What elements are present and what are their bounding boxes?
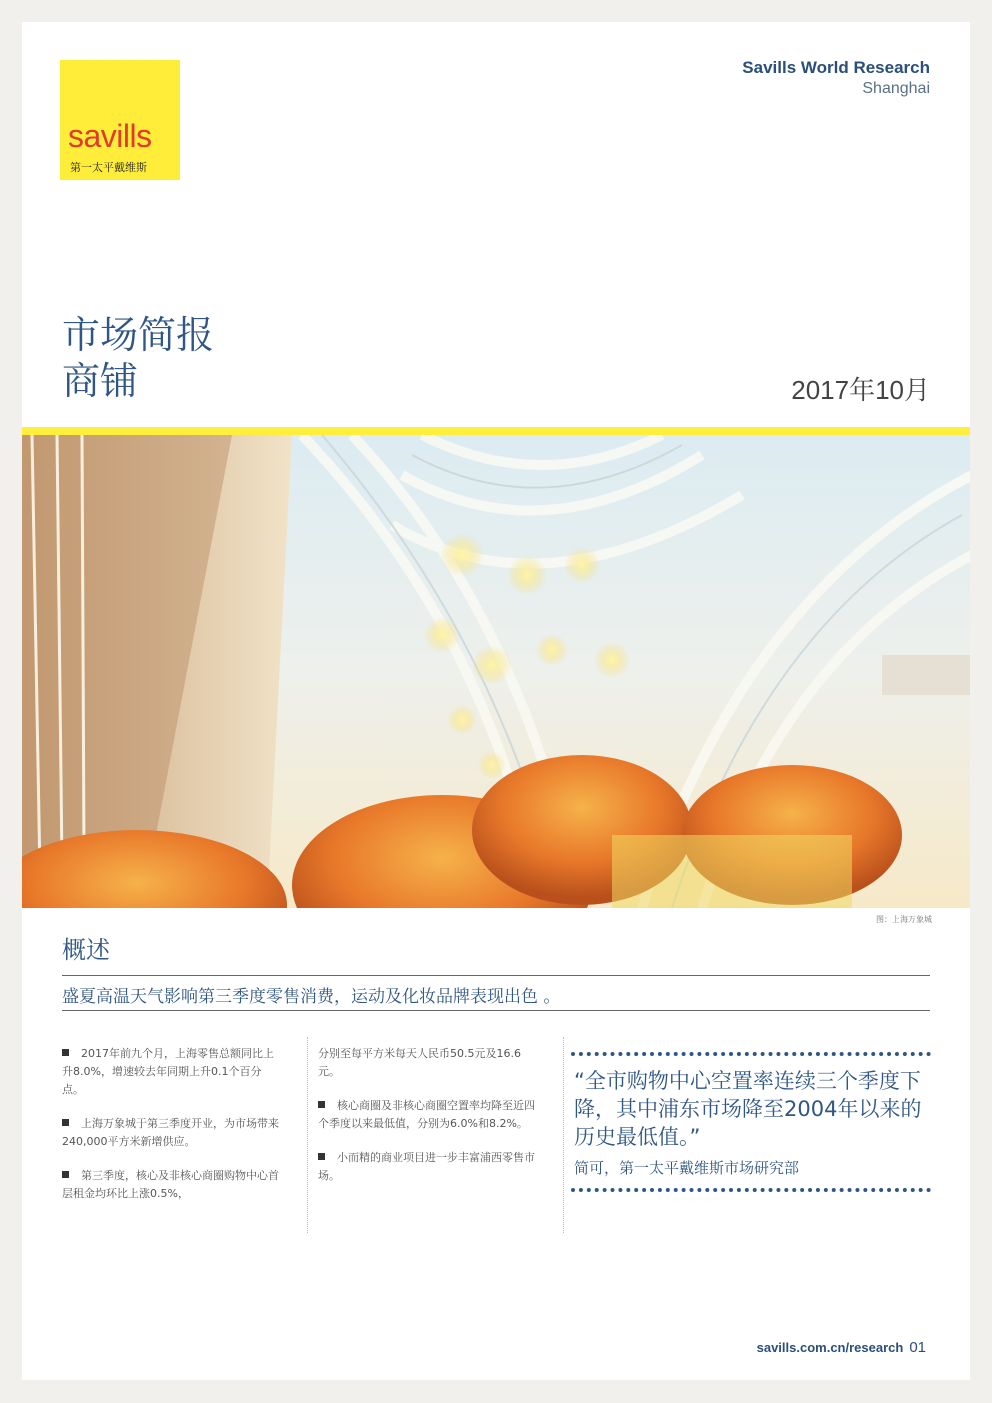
report-title: [62, 312, 214, 404]
report-page: [22, 22, 970, 1380]
report-title-line2: 商铺: [62, 359, 139, 403]
report-title-line1: 市场简报: [62, 313, 215, 357]
column-divider: [563, 1037, 564, 1233]
pull-quote: “全市购物中心空置率连续三个季度下降，其中浦东市场降至2004年以来的历史最低值。”: [574, 1069, 922, 1149]
bullet-continuation: 分别至每平方米每天人民币50.5元及16.6元。: [318, 1047, 521, 1078]
bullet-item: 核心商圈及非核心商圈空置率均降至近四个季度以来最低值，分别为6.0%和8.2%。: [318, 1099, 535, 1130]
bullet-square-icon: [62, 1049, 69, 1056]
photo-credit: 图：上海万象城: [876, 915, 932, 924]
bullet-item: 上海万象城于第三季度开业，为市场带来240,000平方米新增供应。: [62, 1117, 279, 1148]
research-header: [742, 58, 930, 98]
research-title: Savills World Research: [742, 58, 930, 77]
logo-chinese-name: 第一太平戴维斯: [70, 161, 147, 174]
yellow-divider: [22, 427, 970, 435]
bullet-square-icon: [318, 1101, 325, 1108]
column-divider: [307, 1037, 308, 1233]
overview-rule-bottom: [62, 1010, 930, 1011]
footer: [757, 1339, 926, 1356]
bullets-column-1: [62, 1045, 282, 1219]
quote-attribution: 简可，第一太平戴维斯市场研究部: [574, 1159, 800, 1177]
page-number: 01: [909, 1339, 926, 1356]
bullets-column-2: [318, 1045, 538, 1201]
quote-rule-bottom: [571, 1188, 931, 1192]
bullet-item: 2017年前九个月，上海零售总额同比上升8.0%，增速较去年同期上升0.1个百分点。: [62, 1047, 274, 1096]
footer-url[interactable]: savills.com.cn/research: [756, 1340, 904, 1355]
bullet-square-icon: [62, 1119, 69, 1126]
savills-logo: [60, 60, 180, 180]
cover-photo: [22, 435, 970, 908]
bullet-item: 第三季度，核心及非核心商圈购物中心首层租金均环比上涨0.5%，: [62, 1169, 279, 1200]
logo-wordmark: savills: [68, 118, 152, 154]
research-city: Shanghai: [862, 80, 930, 97]
bullet-square-icon: [318, 1153, 325, 1160]
quote-rule-top: [571, 1052, 931, 1056]
overview-lead: 盛夏高温天气影响第三季度零售消费，运动及化妆品牌表现出色 。: [62, 987, 561, 1007]
overview-heading: 概述: [62, 936, 110, 964]
report-date: 2017年10月: [791, 375, 930, 405]
overview-rule-top: [62, 975, 930, 976]
mall-atrium-image: [22, 435, 970, 908]
bullet-square-icon: [62, 1171, 69, 1178]
bullet-item: 小而精的商业项目进一步丰富浦西零售市场。: [318, 1151, 535, 1182]
